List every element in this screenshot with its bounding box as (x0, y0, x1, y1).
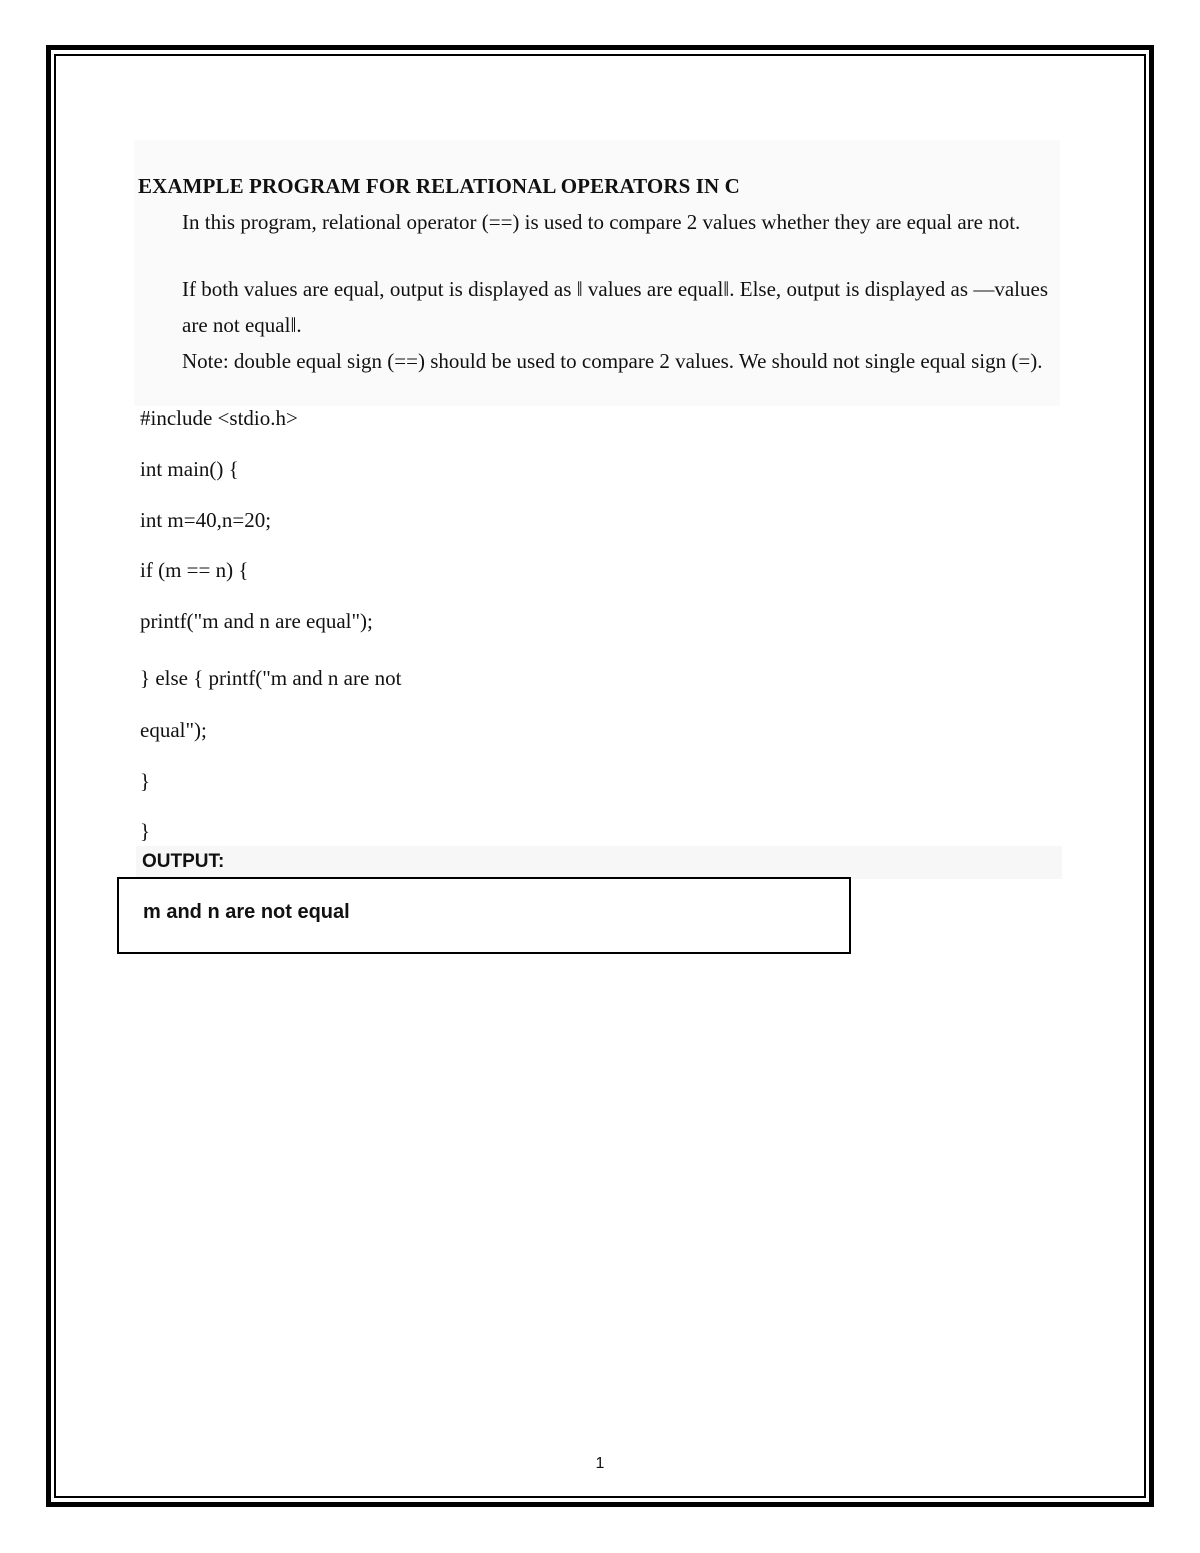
paragraph-note: Note: double equal sign (==) should be used to compare 2 values. We should not single equal sign (=). (182, 349, 1043, 373)
paragraph-output-description: If both values are equal, output is displayed as ‖ values are equal‖. Else, output is displayed as —values are not equal‖. (182, 277, 1048, 337)
page-number: 1 (595, 1455, 605, 1472)
code-line: equal"); (140, 718, 207, 742)
code-line: printf("m and n are equal"); (140, 609, 373, 633)
paragraph-intro: In this program, relational operator (==) is used to compare 2 values whether they are equal are not. (182, 210, 1021, 234)
code-line: #include <stdio.h> (140, 406, 298, 430)
code-line: int m=40,n=20; (140, 508, 272, 532)
output-box (117, 877, 851, 954)
output-heading-band (136, 846, 1062, 879)
output-label: OUTPUT: (142, 851, 225, 872)
code-line: } (140, 769, 151, 793)
code-line: } (140, 819, 151, 843)
code-line: int main() { (140, 457, 239, 481)
code-line: } else { printf("m and n are not (140, 666, 402, 690)
document-title: EXAMPLE PROGRAM FOR RELATIONAL OPERATORS IN C (138, 174, 740, 198)
code-line: if (m == n) { (140, 558, 249, 582)
output-text: m and n are not equal (143, 901, 350, 923)
